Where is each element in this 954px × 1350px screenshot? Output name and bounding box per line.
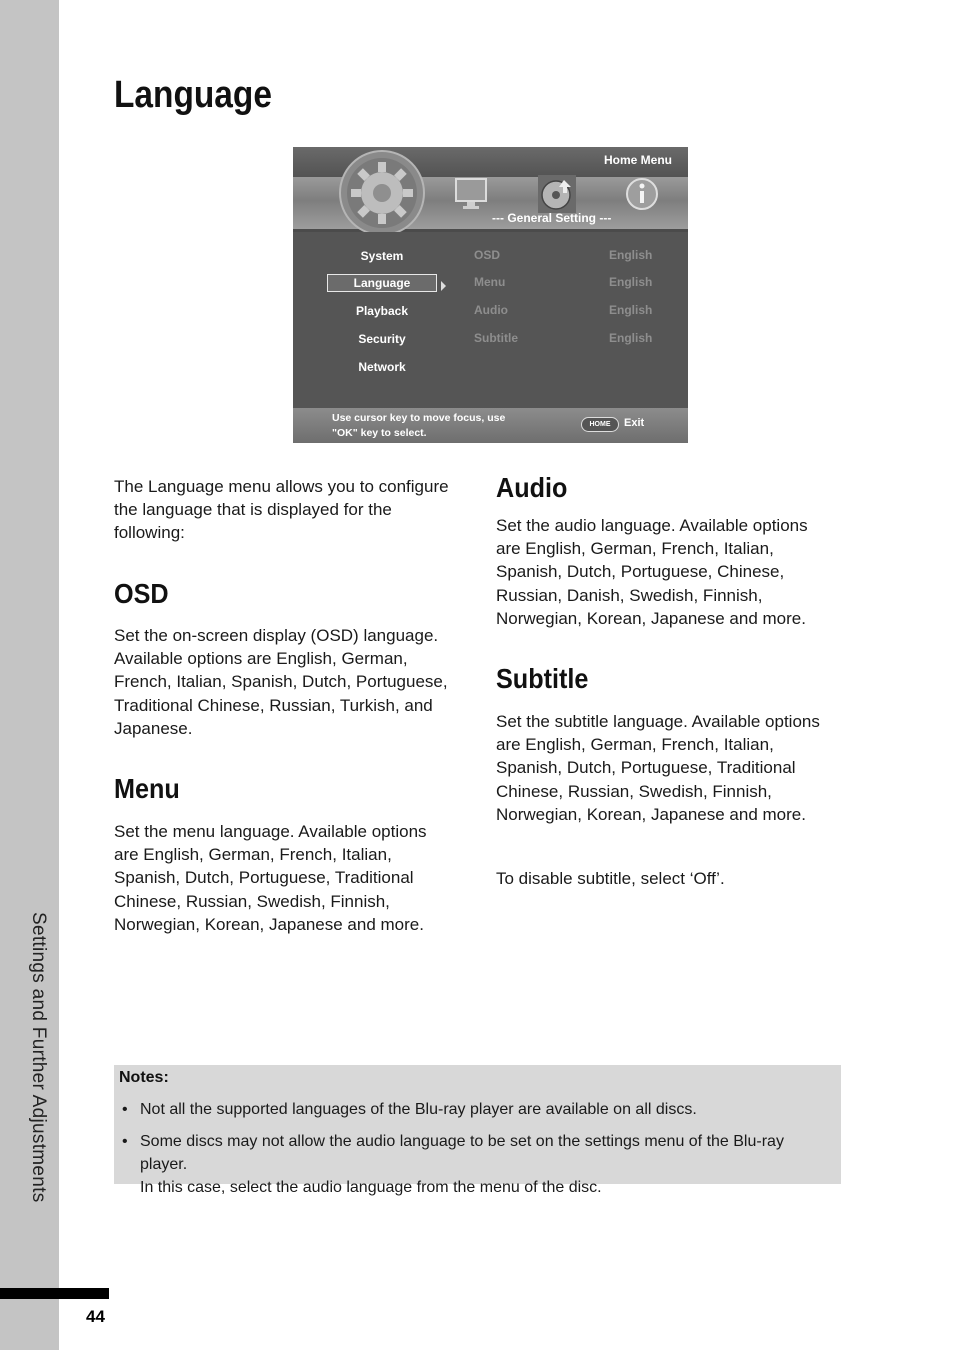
osd-help-line: "OK" key to select. [332, 427, 427, 439]
audio-paragraph [496, 514, 841, 630]
osd-value-audio: English [609, 303, 653, 317]
text-line: Spanish, Dutch, Portuguese, Traditional [496, 758, 796, 778]
text-line: Japanese. [114, 718, 193, 738]
osd-category-system[interactable]: System [360, 249, 404, 263]
osd-option-subtitle[interactable]: Subtitle [474, 331, 518, 345]
text-line: Set the subtitle language. Available options [496, 712, 820, 731]
text-line: the language that is displayed for the [114, 500, 392, 520]
intro-paragraph [114, 475, 464, 545]
text-line: Norwegian, Korean, Japanese and more. [496, 608, 806, 628]
text-line: Spanish, Dutch, Portuguese, Chinese, [496, 562, 785, 582]
note-line: In this case, select the audio language from the menu of the disc. [140, 1179, 602, 1196]
bullet-icon: • [122, 1133, 128, 1150]
text-line: Set the on-screen display (OSD) language. [114, 626, 439, 645]
page-number-bar [0, 1288, 109, 1299]
osd-category-language[interactable]: Language [327, 274, 437, 292]
text-line: are English, German, French, Italian, [114, 845, 392, 865]
osd-category-network[interactable]: Network [358, 360, 406, 374]
subtitle-heading: Subtitle [496, 663, 589, 694]
text-line: Chinese, Russian, Swedish, Finnish, [496, 781, 772, 801]
note-line: Not all the supported languages of the Blu-ray player are available on all discs. [140, 1101, 697, 1118]
monitor-icon [454, 177, 488, 211]
bullet-icon: • [122, 1101, 128, 1118]
page-title: Language [114, 74, 272, 116]
audio-heading: Audio [496, 472, 568, 503]
text-line: French, Italian, Spanish, Dutch, Portuguese, [114, 672, 448, 692]
text-line: Traditional Chinese, Russian, Turkish, and [114, 695, 433, 715]
osd-option-menu[interactable]: Menu [474, 275, 506, 289]
page-number: 44 [86, 1307, 105, 1326]
osd-category-playback[interactable]: Playback [355, 304, 409, 318]
gear-icon [339, 150, 425, 236]
osd-help-line: Use cursor key to move focus, use [332, 412, 506, 424]
info-icon [625, 177, 659, 211]
menu-paragraph [114, 820, 474, 936]
disc-icon [538, 175, 576, 213]
section-label: Settings and Further Adjustments [28, 912, 49, 1203]
osd-exit-label: Exit [624, 417, 645, 429]
text-line: Set the menu language. Available options [114, 822, 427, 841]
osd-option-audio[interactable]: Audio [474, 303, 508, 317]
text-line: Spanish, Dutch, Portuguese, Traditional [114, 868, 414, 888]
osd-option-osd[interactable]: OSD [474, 248, 501, 262]
osd-value-osd: English [609, 248, 653, 262]
notes-box [114, 1065, 841, 1196]
text-line: Norwegian, Korean, Japanese and more. [496, 804, 806, 824]
osd-category-security[interactable]: Security [358, 332, 406, 346]
notes-title: Notes: [119, 1069, 169, 1086]
triangle-right-icon [441, 281, 446, 291]
note-text [140, 1130, 835, 1199]
note-text [140, 1098, 835, 1121]
osd-help-text [332, 411, 532, 441]
osd-paragraph [114, 624, 474, 740]
text-line: are English, German, French, Italian, [496, 539, 774, 559]
text-line: Norwegian, Korean, Japanese and more. [114, 914, 424, 934]
text-line: are English, German, French, Italian, [496, 735, 774, 755]
osd-heading: OSD [114, 578, 169, 609]
osd-section-heading: --- General Setting --- [492, 211, 612, 225]
subtitle-disable-note: To disable subtitle, select ‘Off’. [496, 869, 725, 888]
osd-value-menu: English [609, 275, 653, 289]
text-line: Available options are English, German, [114, 649, 408, 669]
text-line: Russian, Danish, Swedish, Finnish, [496, 585, 763, 605]
text-line: The Language menu allows you to configure [114, 477, 449, 496]
note-line: Some discs may not allow the audio language to be set on the settings menu of the Blu-ray player. [140, 1133, 784, 1173]
osd-home-button[interactable]: HOME [581, 417, 619, 432]
osd-value-subtitle: English [609, 331, 653, 345]
text-line: Set the audio language. Available options [496, 516, 808, 535]
subtitle-paragraph [496, 710, 841, 826]
osd-screenshot [293, 147, 688, 443]
text-line: following: [114, 523, 185, 543]
menu-heading: Menu [114, 773, 180, 804]
osd-home-menu-title: Home Menu [603, 153, 672, 167]
osd-footer [293, 408, 688, 443]
text-line: Chinese, Russian, Swedish, Finnish, [114, 891, 390, 911]
